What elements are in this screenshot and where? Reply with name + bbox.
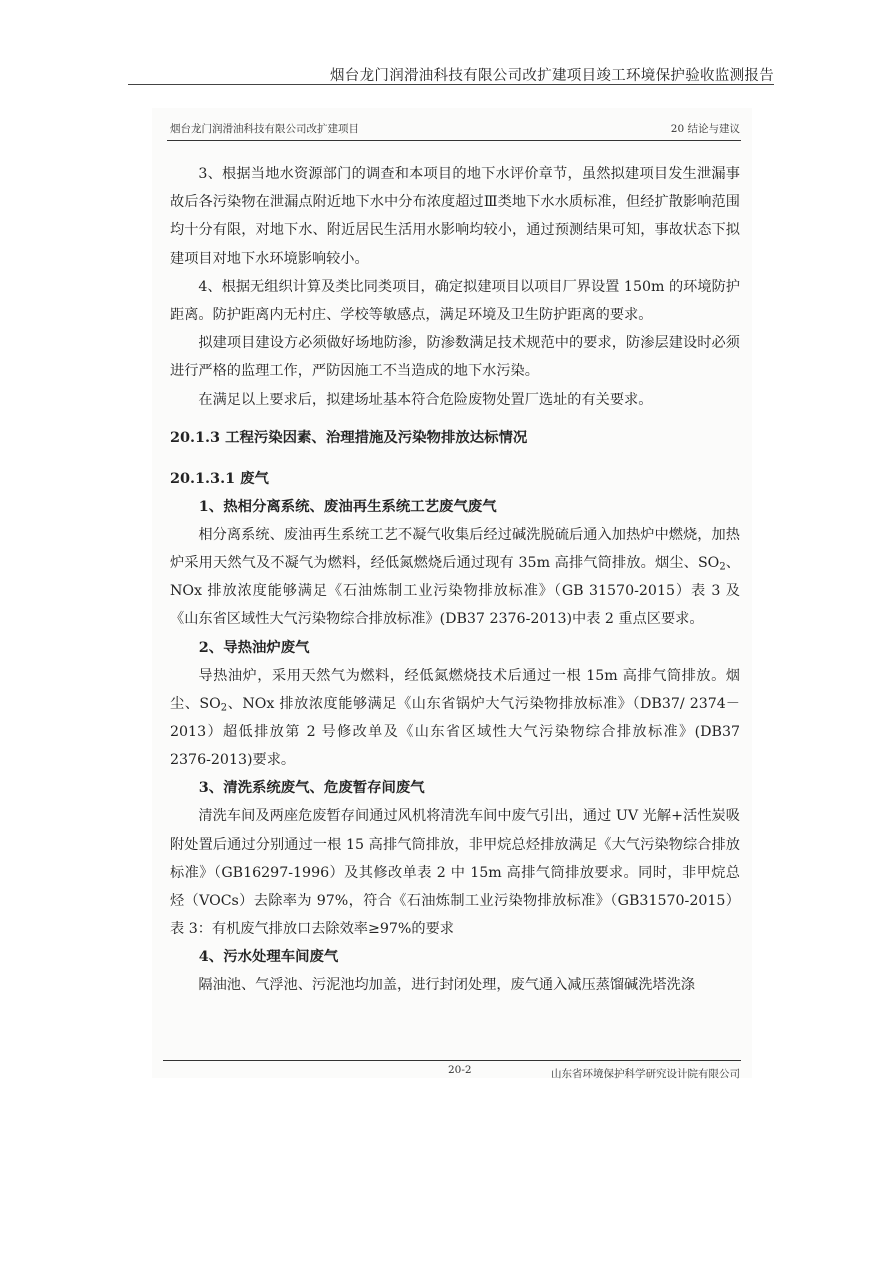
scanned-page-header — [170, 121, 740, 139]
page-body — [170, 160, 740, 1000]
page-number: 20-2 — [448, 1064, 472, 1076]
paragraph-groundwater: 3、根据当地水资源部门的调查和本项目的地下水评价章节，虽然拟建项目发生泄漏事故后各污染物在泄漏点附近地下水中分布浓度超过Ⅲ类地下水水质标准，但经扩散影响范围均十分有限，对地下水、附近居民生活用水影响均较小，通过预测结果可知，事故状态下拟建项目对地下水环境影响较小。 — [170, 166, 740, 267]
paragraph-site-compliance: 在满足以上要求后，拟建场址基本符合危险废物处置厂选址的有关要求。 — [198, 391, 653, 408]
subheading-heat-oil-furnace: 2、导热油炉废气 — [198, 638, 310, 656]
paragraph-cleaning-system: 清洗车间及两座危废暂存间通过风机将清洗车间中废气引出，通过 UV 光解+活性炭吸附处置后通过分别通过一根 15 高排气筒排放，非甲烷总烃排放满足《大气污染物综合排放标准》（GB16297-1996）及其修改单表 2 中 15m 高排气筒排放要求。同时，非甲烷总烃（VOCs）去除率为 97%，符合《石油炼制工业污染物排放标准》（GB31570-2015）表 3：有机废气排放口去除效率≥97%的要求 — [170, 808, 740, 938]
paragraph-protection-distance: 4、根据无组织计算及类比同类项目，确定拟建项目以项目厂界设置 150m 的环境防护距离。防护距离内无村庄、学校等敏感点，满足环境及卫生防护距离的要求。 — [170, 278, 740, 324]
scanned-header-divider — [167, 140, 741, 141]
subscript: 2 — [719, 561, 726, 573]
section-heading-20-1-3-1: 20.1.3.1 废气 — [170, 469, 269, 487]
text-segment: 导热油炉，采用天然气为燃料，经低氮燃烧技术后通过一根 15m 高排气筒排放。烟尘、SO — [170, 667, 740, 712]
text-segment: 相分离系统、废油再生系统工艺不凝气收集后经过碱洗脱硫后通入加热炉中燃烧，加热炉采用天然气及不凝气为燃料，经低氮燃烧后通过现有 35m 高排气筒排放。烟尘、SO — [170, 526, 740, 572]
paragraph-seepage: 拟建项目建设方必须做好场地防渗，防渗数满足技术规范中的要求，防渗层建设时必须进行严格的监理工作，严防因施工不当造成的地下水污染。 — [170, 335, 740, 380]
document-header-title: 烟台龙门润滑油科技有限公司改扩建项目竣工环境保护验收监测报告 — [330, 68, 774, 84]
section-heading-20-1-3: 20.1.3 工程污染因素、治理措施及污染物排放达标情况 — [170, 428, 528, 446]
paragraph-heat-oil-furnace — [170, 662, 740, 775]
text-segment: 、NOx 排放浓度能够满足《山东省锅炉大气污染物排放标准》（DB37/ 2374－2013）超低排放第 2 号修改单及《山东省区域性大气污染物综合排放标准》(DB37 2376-2013)要求。 — [170, 695, 740, 769]
header-divider — [128, 84, 774, 85]
paragraph-wastewater-workshop: 隔油池、气浮池、污泥池均加盖，进行封闭处理，废气通入减压蒸馏碱洗塔洗涤 — [198, 977, 695, 994]
subheading-cleaning-system: 3、清洗系统废气、危废暂存间废气 — [198, 779, 425, 797]
scanned-page-footer — [170, 1064, 740, 1080]
text-segment: 、NOx 排放浓度能够满足《石油炼制工业污染物排放标准》（GB 31570-2015）表 3 及《山东省区域性大气污染物综合排放标准》(DB37 2376-2013)中表 2 重点区要求。 — [170, 555, 740, 628]
organization-name: 山东省环境保护科学研究设计院有限公司 — [551, 1068, 740, 1080]
paragraph-thermal-separation — [170, 521, 740, 634]
scanned-footer-divider — [163, 1060, 741, 1061]
project-name-label: 烟台龙门润滑油科技有限公司改扩建项目 — [170, 123, 359, 135]
subscript: 2 — [220, 702, 228, 714]
subheading-wastewater-workshop: 4、污水处理车间废气 — [198, 948, 339, 966]
chapter-label: 20 结论与建议 — [670, 123, 740, 135]
subheading-thermal-separation: 1、热相分离系统、废油再生系统工艺废气废气 — [198, 497, 497, 515]
